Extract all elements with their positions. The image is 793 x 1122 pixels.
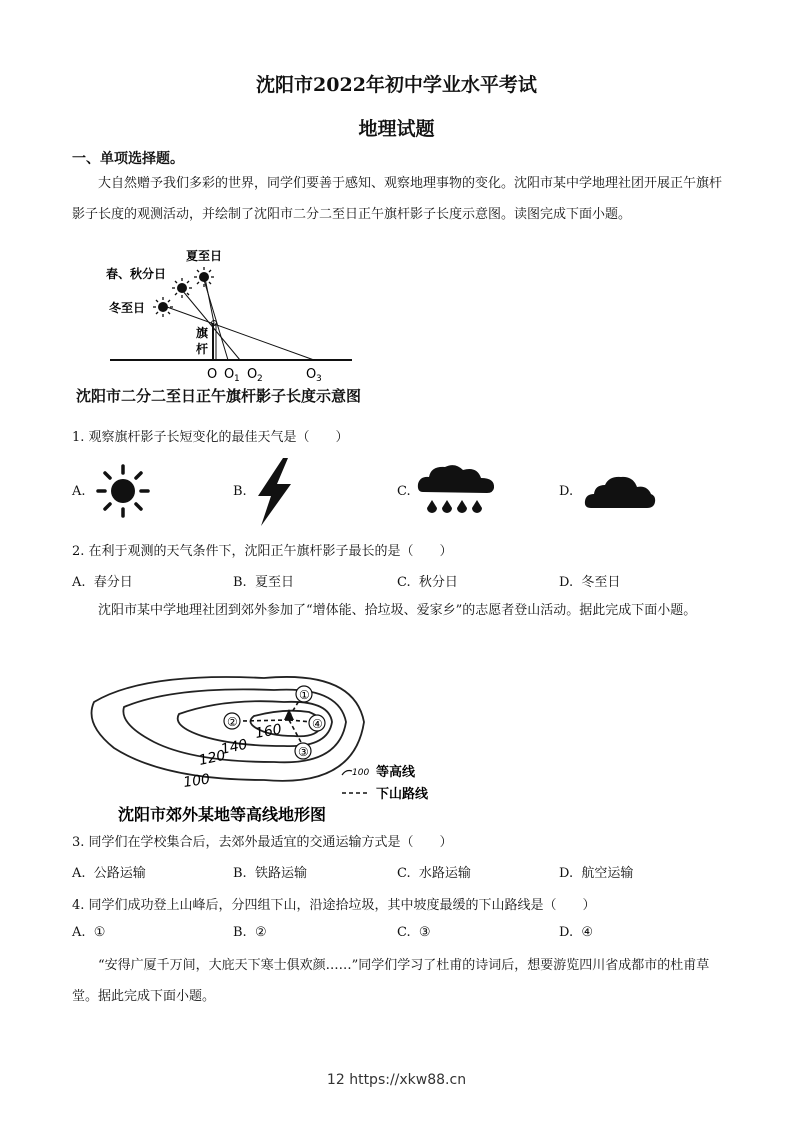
q2-option-a-label: A. (72, 575, 86, 590)
pole-label-1: 旗 (196, 326, 209, 340)
page-title: 沈阳市2022年初中学业水平考试 (256, 74, 537, 96)
q4-option-a (72, 925, 105, 940)
q2-option-c (397, 571, 458, 590)
cloud-icon (583, 474, 657, 512)
q3-option-a (72, 862, 146, 881)
route-4-label: ④ (312, 717, 323, 731)
route-1-label: ① (299, 688, 310, 702)
legend-contour-symbol (342, 771, 352, 776)
q2-option-a (72, 571, 133, 590)
equinox-sun-icon (172, 278, 192, 298)
winter-label: 冬至日 (109, 301, 146, 315)
point-o2-sub: 2 (257, 374, 263, 384)
section-heading: 一、单项选择题。 (72, 151, 184, 167)
point-o1: O (224, 367, 235, 382)
rain-cloud-icon (415, 462, 497, 516)
figure2-caption: 沈阳市郊外某地等高线地形图 (118, 805, 327, 824)
q2-option-d (559, 571, 620, 590)
q3-option-c (397, 862, 471, 881)
point-o3-sub: 3 (316, 374, 322, 384)
q4-option-b (233, 925, 267, 940)
figure1-caption: 沈阳市二分二至日正午旗杆影子长度示意图 (76, 387, 362, 405)
q2-option-b-text: 夏至日 (254, 575, 294, 590)
q3-option-b (233, 862, 307, 881)
q1-option-a-label: A. (72, 484, 86, 499)
route-2-label: ② (227, 715, 238, 729)
q3-option-d-label: D. (559, 866, 574, 881)
q2-option-a-text: 春分日 (93, 575, 133, 590)
q3-option-b-text: 铁路运输 (254, 866, 307, 881)
q2-stem: 2. 在利于观测的天气条件下，沈阳正午旗杆影子最长的是（ ） (72, 544, 453, 559)
q1-option-b-label: B. (233, 484, 247, 499)
q1-option-c-label: C. (397, 484, 411, 499)
section1-intro: 大自然赠予我们多彩的世界，同学们要善于感知、观察地理事物的变化。沈阳市某中学地理社团开展正午旗杆影子长度的观测活动，并绘制了沈阳市二分二至日正午旗杆影子长度示意图。读图完成下面小题。 (72, 176, 723, 222)
q4-option-c-label: C. (397, 925, 411, 940)
q3-option-d-text: 航空运输 (581, 866, 634, 881)
section2-intro: 沈阳市某中学地理社团到郊外参加了“增体能、拾垃圾、爱家乡”的志愿者登山活动。据此完成下面小题。 (98, 603, 697, 618)
lightning-icon (255, 458, 295, 526)
point-o1-sub: 1 (234, 374, 240, 384)
contour-100-label: 100 (182, 771, 212, 791)
equinox-label: 春、秋分日 (106, 267, 167, 281)
q4-option-c-text: ③ (418, 925, 431, 940)
footer-url[interactable]: https://xkw88.cn (349, 1072, 467, 1088)
winter-ray (167, 307, 314, 360)
contour-map (84, 662, 464, 830)
q2-option-b (233, 571, 294, 590)
q4-option-d-text: ④ (581, 925, 594, 940)
q2-option-d-label: D. (559, 575, 574, 590)
point-o2: O (247, 367, 258, 382)
q1-stem: 1. 观察旗杆影子长短变化的最佳天气是（ ） (72, 430, 349, 445)
pole-label-2: 杆 (196, 342, 209, 356)
section3-intro: “安得广厦千万间，大庇天下寒士俱欢颜……”同学们学习了杜甫的诗词后，想要游览四川省成都市的杜甫草堂。据此完成下面小题。 (72, 958, 710, 1004)
q4-option-a-text: ① (93, 925, 106, 940)
summer-label: 夏至日 (186, 249, 223, 263)
q4-option-b-text: ② (254, 925, 267, 940)
q3-option-c-label: C. (397, 866, 411, 881)
q3-option-a-label: A. (72, 866, 86, 881)
page-number: 12 (326, 1072, 345, 1088)
sun-icon (96, 464, 150, 518)
page-footer (0, 1072, 793, 1088)
legend-contour-label: 等高线 (376, 765, 416, 780)
summer-sun-icon (194, 267, 214, 287)
q3-stem: 3. 同学们在学校集合后，去郊外最适宜的交通运输方式是（ ） (72, 835, 453, 850)
q2-option-b-label: B. (233, 575, 247, 590)
q3-option-b-label: B. (233, 866, 247, 881)
route-3-line (289, 720, 302, 744)
q3-option-d (559, 862, 633, 881)
contour-140-label: 140 (219, 736, 249, 758)
point-o: O (207, 367, 218, 382)
q1-option-d-label: D. (559, 484, 574, 499)
legend-sample: 100 (352, 768, 370, 778)
point-o3: O (306, 367, 317, 382)
winter-sun-icon (153, 297, 173, 317)
q4-option-b-label: B. (233, 925, 247, 940)
route-3-label: ③ (298, 745, 309, 759)
q4-option-a-label: A. (72, 925, 86, 940)
route-2-line (242, 720, 289, 721)
q4-option-c (397, 925, 431, 940)
equinox-ray (182, 290, 240, 360)
q4-option-d (559, 925, 593, 940)
q2-option-c-label: C. (397, 575, 411, 590)
q3-option-a-text: 公路运输 (93, 866, 146, 881)
page-subtitle: 地理试题 (358, 118, 435, 140)
q2-option-d-text: 冬至日 (581, 575, 621, 590)
flagpole-shadow-diagram (72, 240, 412, 405)
contour-120-label: 120 (197, 747, 227, 769)
q4-stem: 4. 同学们成功登上山峰后，分四组下山，沿途拾垃圾，其中坡度最缓的下山路线是（ ） (72, 898, 596, 913)
q3-option-c-text: 水路运输 (418, 866, 471, 881)
legend-route-label: 下山路线 (376, 787, 429, 802)
q2-option-c-text: 秋分日 (418, 575, 458, 590)
contour-160-label: 160 (253, 721, 284, 742)
q4-option-d-label: D. (559, 925, 574, 940)
